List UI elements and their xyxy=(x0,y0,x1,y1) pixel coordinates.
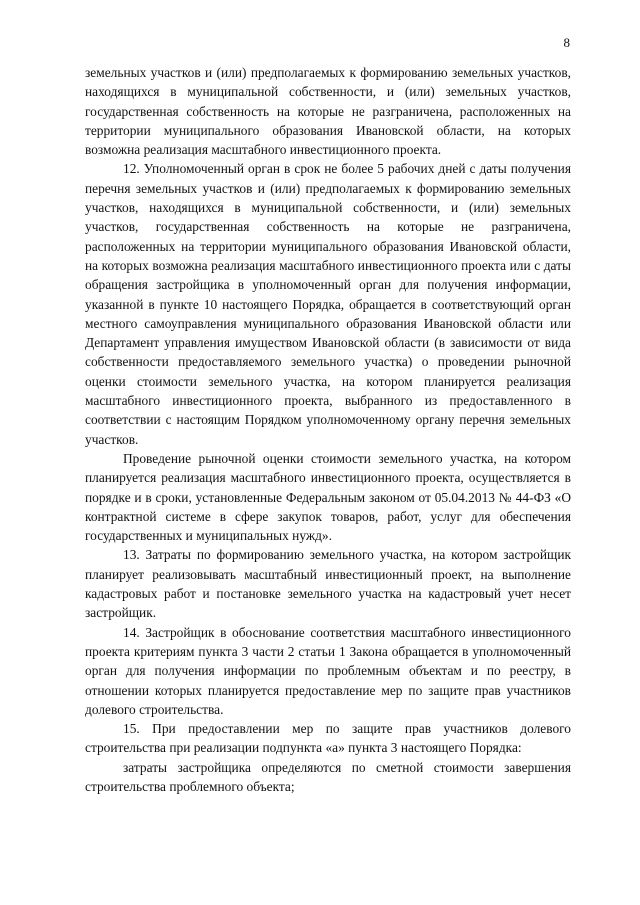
page-number: 8 xyxy=(563,35,570,50)
paragraph-developer-costs: затраты застройщика определяются по сметной стоимости завершения строительства проблемного объекта; xyxy=(85,759,571,794)
paragraph-item-13: 13. Затраты по формированию земельного участка, на котором застройщик планирует реализовывать масштабный инвестиционный проект, на выполнение кадастровых работ и постановке земельного участка на кадастровый учет несет застройщик. xyxy=(85,547,571,621)
paragraph-item-14: 14. Застройщик в обоснование соответствия масштабного инвестиционного проекта критериям пункта 3 части 2 статьи 1 Закона обращается в уполномоченный орган для получения информации по проблемным объектам и по реестру, в отношении которых планируется предоставление мер по защите прав участников долевого строительства. xyxy=(85,624,571,717)
paragraph-continuation: земельных участков и (или) предполагаемых к формированию земельных участков, находящихся в муниципальной собственности, и (или) земельных участков, государственная собственность на которые не разграничена, расположенных на территории муниципального образования Ивановской области, на которых возможна реализация масштабного инвестиционного проекта. xyxy=(85,65,571,158)
paragraph-item-12: 12. Уполномоченный орган в срок не более 5 рабочих дней с даты получения перечня земельных участков и (или) предполагаемых к формированию земельных участков, находящихся в муниципальной собственности, и (или) земельных участков, государственная собственность на которые не разграничена, расположенных на территории муниципального образования Ивановской области, на которых возможна реализация масштабного инвестиционного проекта или с даты обращения застройщика в уполномоченный орган для получения информации, указанной в пункте 10 настоящего Порядка, обращается в соответствующий орган местного самоуправления муниципального образования Ивановской области или Департамент управления имуществом Ивановской области (в зависимости от вида собственности предоставляемого земельного участка) о проведении рыночной оценки стоимости земельного участка, на котором планируется реализация масштабного инвестиционного проекта, выбранного из предоставленного в соответствии с настоящим Порядком уполномоченному органу перечня земельных участков. xyxy=(85,161,571,447)
paragraph-item-15: 15. При предоставлении мер по защите прав участников долевого строительства при реализации подпункта «а» пункта 3 настоящего Порядка: xyxy=(85,721,571,756)
document-body xyxy=(85,63,571,796)
paragraph-market-valuation: Проведение рыночной оценки стоимости земельного участка, на котором планируется реализация масштабного инвестиционного проекта, осуществляется в порядке и в сроки, установленные Федеральным законом от 05.04.2013 № 44-ФЗ «О контрактной системе в сфере закупок товаров, работ, услуг для обеспечения государственных и муниципальных нужд». xyxy=(85,450,571,544)
